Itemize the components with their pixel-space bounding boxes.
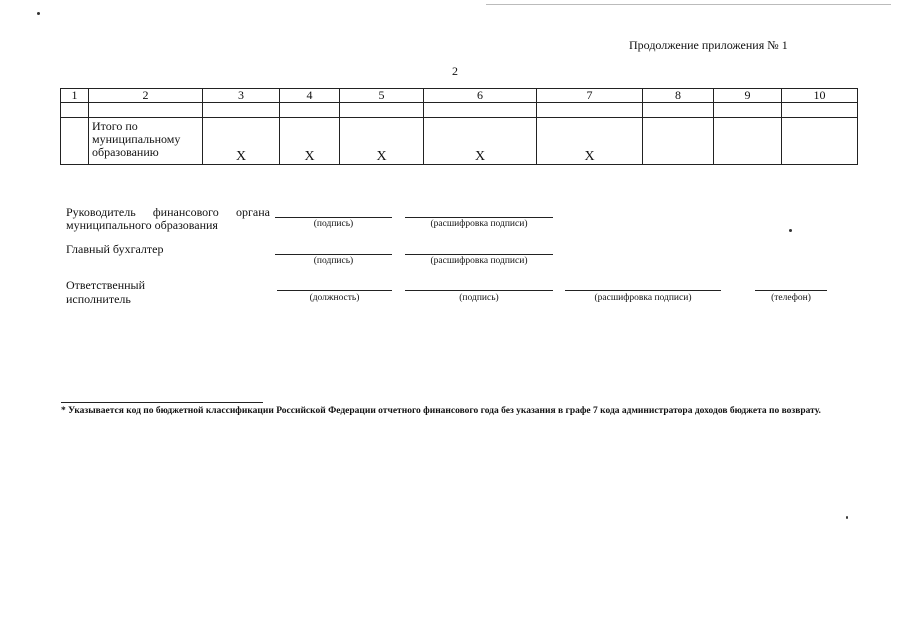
head-sign-line[interactable] [275, 217, 392, 218]
total-row-cell: X [280, 118, 340, 165]
empty-cell [714, 103, 782, 118]
total-row [61, 118, 858, 165]
spacer-row [61, 103, 858, 118]
column-number-row [61, 89, 858, 103]
total-row-cell: X [340, 118, 424, 165]
head-decode-line[interactable] [405, 217, 553, 218]
column-number-cell: 5 [340, 89, 424, 103]
column-number-cell: 10 [782, 89, 858, 103]
executor-decode-line[interactable] [565, 290, 721, 291]
empty-cell [61, 103, 89, 118]
total-row-cell: X [537, 118, 643, 165]
scan-speck [789, 229, 792, 232]
column-number-cell: 9 [714, 89, 782, 103]
scan-speck [846, 516, 848, 519]
empty-cell [643, 103, 714, 118]
total-row-cell [714, 118, 782, 165]
executor-sign-caption: (подпись) [459, 293, 499, 303]
executor-decode-caption: (расшифровка подписи) [594, 293, 692, 303]
continuation-note: Продолжение приложения № 1 [629, 38, 788, 52]
accountant-signature-label: Главный бухгалтер [66, 242, 164, 256]
accountant-sign-line[interactable] [275, 254, 392, 255]
accountant-sign-caption: (подпись) [313, 256, 354, 266]
footnote-text: * Указывается код по бюджетной классификации Российской Федерации отчетного финансового года без указания в графе 7 кода администратора доходов бюджета по возврату. [61, 406, 821, 416]
column-number-cell: 7 [537, 89, 643, 103]
page-number: 2 [452, 64, 458, 78]
total-row-label: Итого по муниципальному образованию [89, 118, 203, 165]
scan-speck [37, 12, 40, 15]
executor-label-line2: исполнитель [66, 292, 131, 306]
empty-cell [340, 103, 424, 118]
executor-phone-caption: (телефон) [771, 293, 811, 303]
column-number-cell: 6 [424, 89, 537, 103]
column-number-cell: 3 [203, 89, 280, 103]
executor-phone-line[interactable] [755, 290, 827, 291]
accountant-decode-caption: (расшифровка подписи) [430, 256, 528, 266]
empty-cell [280, 103, 340, 118]
executor-position-line[interactable] [277, 290, 392, 291]
executor-sign-line[interactable] [405, 290, 553, 291]
empty-cell [782, 103, 858, 118]
scan-edge-line [486, 4, 891, 5]
accountant-decode-line[interactable] [405, 254, 553, 255]
column-number-cell: 8 [643, 89, 714, 103]
executor-position-caption: (должность) [309, 293, 360, 303]
head-sign-caption: (подпись) [313, 219, 354, 229]
column-number-cell: 1 [61, 89, 89, 103]
total-row-cell: X [424, 118, 537, 165]
report-table [60, 88, 858, 165]
executor-label-line1: Ответственный [66, 278, 146, 292]
empty-cell [424, 103, 537, 118]
total-row-cell [643, 118, 714, 165]
empty-cell [203, 103, 280, 118]
total-row-cell [61, 118, 89, 165]
empty-cell [537, 103, 643, 118]
total-row-cell: X [203, 118, 280, 165]
total-row-cell [782, 118, 858, 165]
head-signature-label: Руководитель финансового органа муниципального образования [66, 205, 270, 232]
column-number-cell: 2 [89, 89, 203, 103]
column-number-cell: 4 [280, 89, 340, 103]
footnote-separator [61, 402, 263, 403]
head-decode-caption: (расшифровка подписи) [430, 219, 528, 229]
empty-cell [89, 103, 203, 118]
